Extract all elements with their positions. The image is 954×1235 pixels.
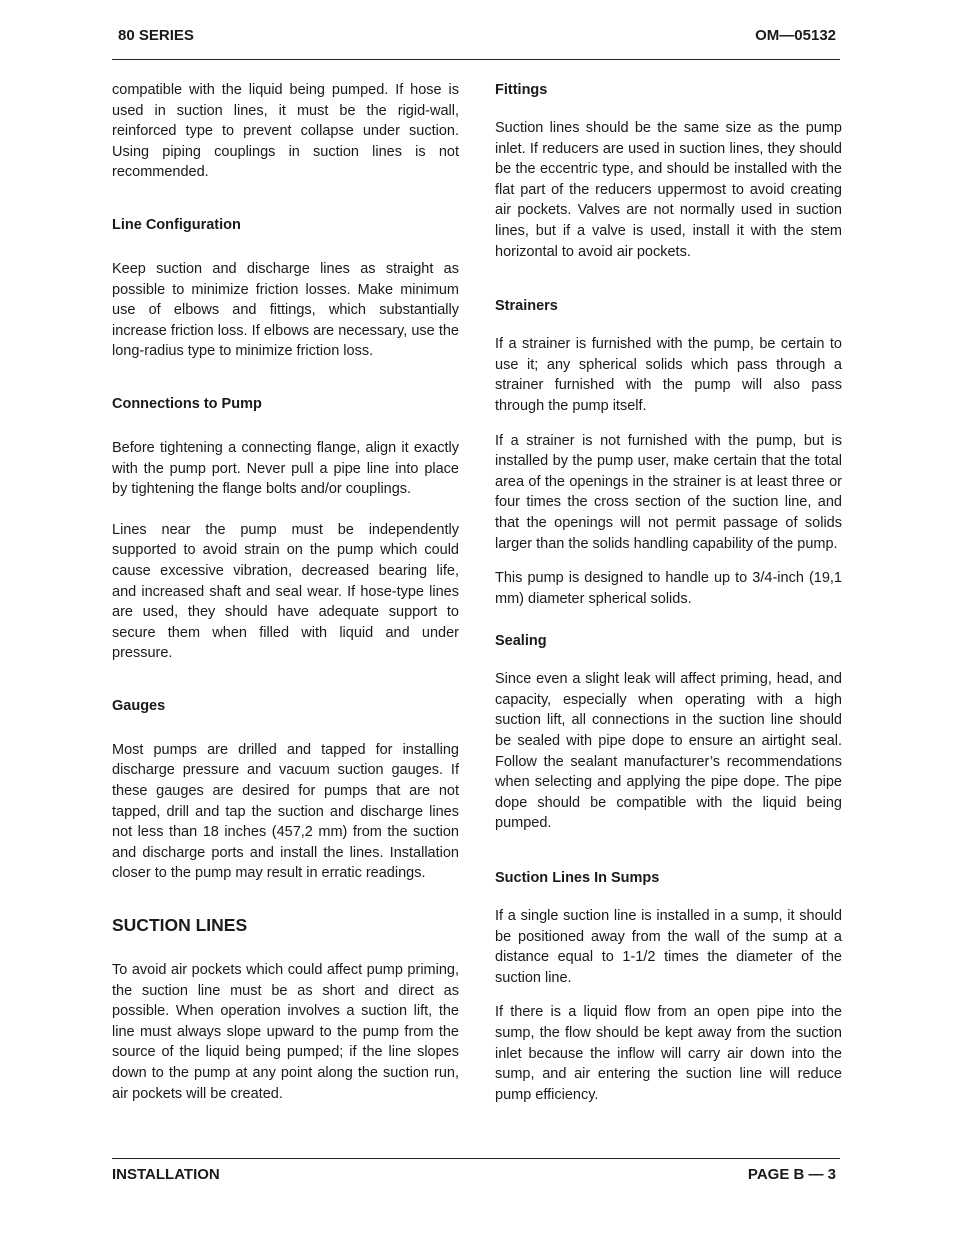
paragraph-fittings: Suction lines should be the same size as the pump inlet. If reducers are used in suction lines, they should be the eccentric type, and should be installed with the flat part of the reducers uppermost to avoid creating air pockets. Valves are not normally used in suction lines, but if a valve is used, install it with the stem horizontal to avoid air pockets. — [495, 120, 842, 260]
heading-suction-lines: SUCTION LINES — [112, 915, 248, 936]
heading-sealing: Sealing — [495, 633, 547, 650]
heading-fittings: Fittings — [495, 82, 548, 98]
paragraph-strainers-2: If a strainer is not furnished with the pump, but is installed by the pump user, make certain that the total area of the openings in the strainer is at least three or four times the cross section of the suction line, and that the openings will not permit passage of solids larger than the solids handling capability of the pump. — [495, 432, 842, 552]
paragraph-connections-2: Lines near the pump must be independently supported to avoid strain on the pump which could cause excessive vibration, decreased bearing life, and increased shaft and seal wear. If hose-type lines are used, they should have adequate support to secure them when filled with liquid and under pressure. — [112, 521, 459, 662]
paragraph-hose-continued: compatible with the liquid being pumped. If hose is used in suction lines, it must be the rigid-wall, reinforced type to prevent collapse under suction. Using piping couplings in suction lines is not recommended. — [112, 82, 459, 181]
header-rule — [112, 59, 840, 60]
paragraph-sumps-1: If a single suction line is installed in a sump, it should be positioned away from the wall of the sump at a distance equal to 1-1/2 times the diameter of the suction line. — [495, 908, 842, 986]
header-doc-number: OM—05132 — [755, 27, 836, 44]
footer-page-number: PAGE B — 3 — [747, 1166, 836, 1183]
heading-strainers: Strainers — [495, 298, 558, 315]
paragraph-sumps-2: If there is a liquid flow from an open pipe into the sump, the flow should be kept away from the suction inlet because the inflow will carry air down into the sump, and air entering the suction line will reduce pump efficiency. — [495, 1004, 842, 1103]
paragraph-line-configuration: Keep suction and discharge lines as straight as possible to minimize friction losses. Make minimum use of elbows and fittings, which substantially increase friction loss. If elbows are necessary, use the long-radius type to minimize friction loss. — [112, 260, 459, 360]
footer-section: INSTALLATION — [112, 1166, 220, 1183]
heading-gauges: Gauges — [112, 697, 166, 714]
right-column — [495, 80, 842, 1105]
left-column — [112, 80, 459, 1104]
paragraph-strainers-3: This pump is designed to handle up to 3/4-inch (19,1 mm) diameter spherical solids. — [495, 570, 842, 607]
paragraph-suction-lines: To avoid air pockets which could affect pump priming, the suction line must be as short and direct as possible. When operation involves a suction lift, the line must always slope upward to the pump from the source of the liquid being pumped; if the line slopes down to the pump at any point along the suction run, air pockets will be created. — [112, 962, 459, 1102]
paragraph-sealing: Since even a slight leak will affect priming, head, and capacity, especially when operating with a high suction lift, all connections in the suction line should be sealed with pipe dope to ensure an airtight seal. Follow the sealant manufacturer’s recommendations when selecting and applying the pipe dope. The pipe dope should be compatible with the liquid being pumped. — [495, 671, 842, 832]
paragraph-gauges: Most pumps are drilled and tapped for installing discharge pressure and vacuum suction gauges. If these gauges are desired for pumps that are not tapped, drill and tap the suction and discharge lines not less than 18 inches (457,2 mm) from the suction and discharge ports and install the lines. Installation closer to the pump may result in erratic readings. — [112, 741, 459, 882]
paragraph-connections-1: Before tightening a connecting flange, align it exactly with the pump port. Never pull a pipe line into place by tightening the flange bolts and/or couplings. — [112, 439, 459, 498]
footer-rule — [112, 1158, 840, 1159]
heading-line-configuration: Line Configuration — [112, 216, 241, 233]
heading-suction-lines-in-sumps: Suction Lines In Sumps — [495, 870, 660, 887]
heading-connections-to-pump: Connections to Pump — [112, 395, 262, 412]
paragraph-strainers-1: If a strainer is furnished with the pump, be certain to use it; any spherical solids which pass through a strainer furnished with the pump will also pass through the pump itself. — [495, 336, 842, 414]
header-series: 80 SERIES — [118, 27, 194, 44]
